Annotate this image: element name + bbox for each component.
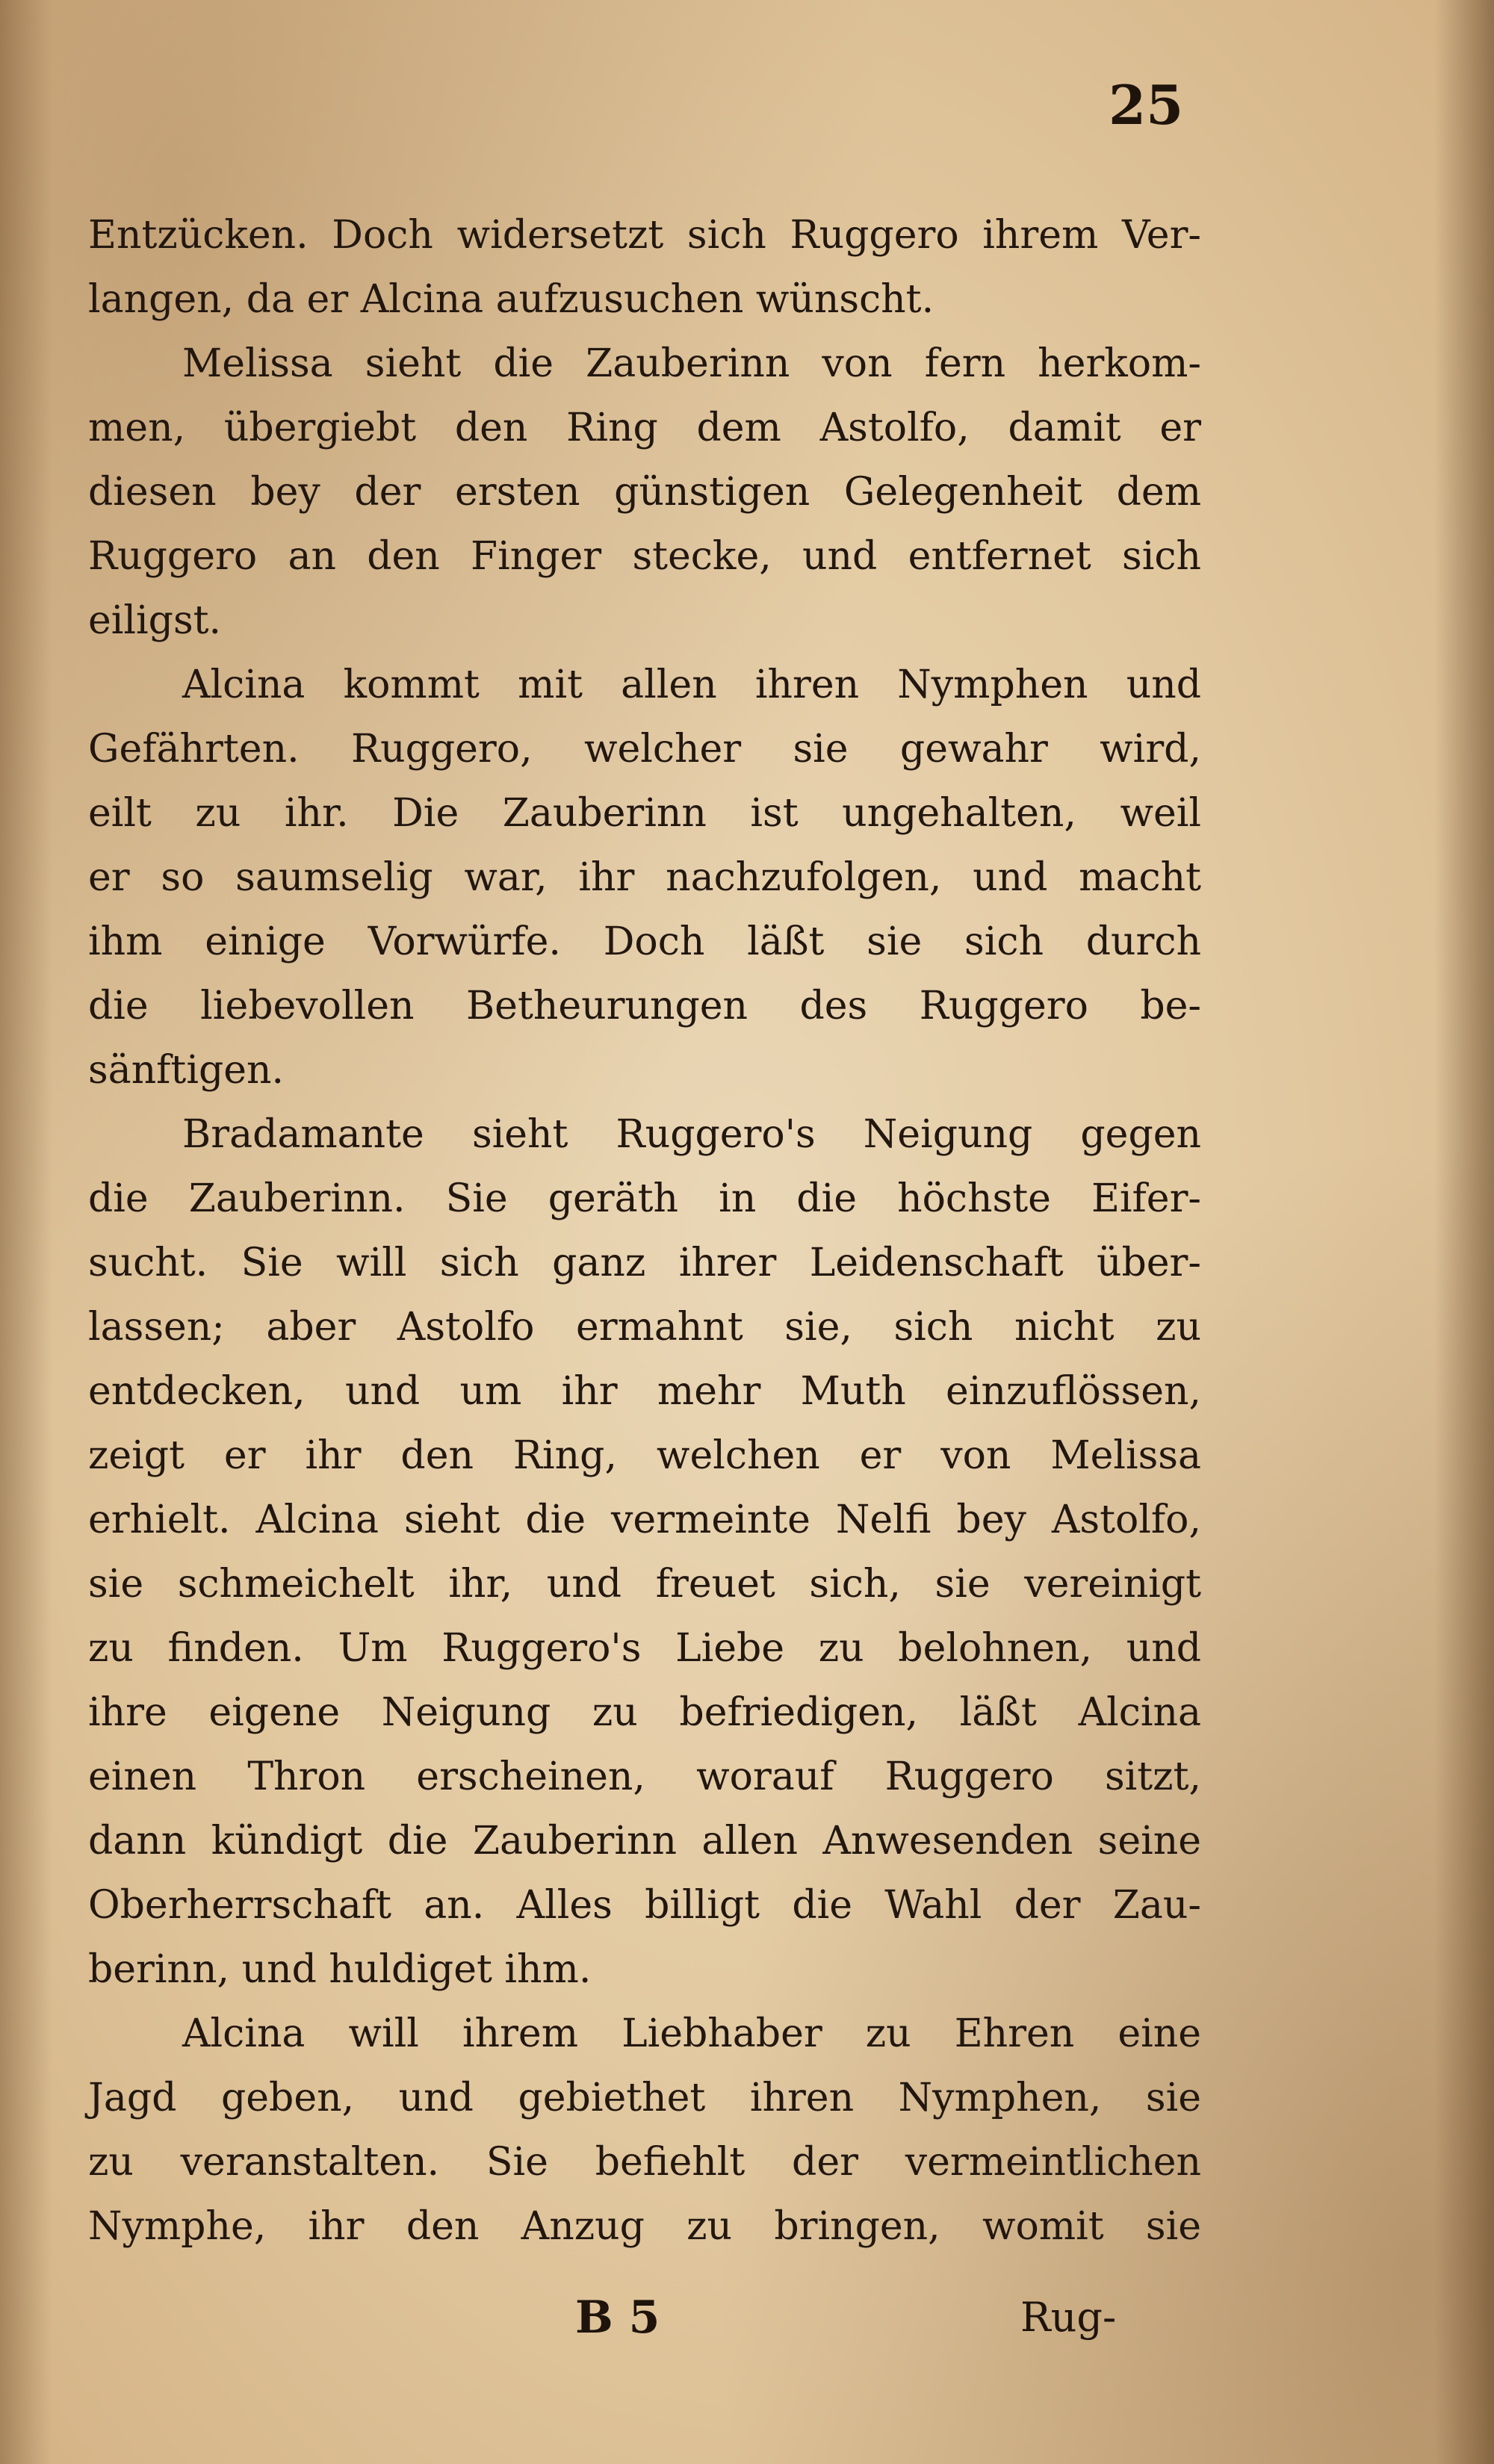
text-line: Nymphe, ihr den Anzug zu bringen, womit sie bbox=[88, 2204, 1201, 2249]
text-line: Entzücken. Doch widersetzt sich Ruggero ihrem Ver- bbox=[88, 213, 1201, 258]
body-text bbox=[88, 203, 1201, 2259]
text-line: einen Thron erscheinen, worauf Ruggero sitzt, bbox=[88, 1754, 1201, 1799]
text-line: lassen; aber Astolfo ermahnt sie, sich nicht zu bbox=[88, 1305, 1201, 1350]
text-line: sie schmeichelt ihr, und freuet sich, sie vereinigt bbox=[88, 1562, 1201, 1607]
text-line: Oberherrschaft an. Alles billigt die Wahl der Zau- bbox=[88, 1883, 1201, 1928]
text-line: er so saumselig war, ihr nachzufolgen, und macht bbox=[88, 855, 1201, 900]
text-line: Jagd geben, und gebiethet ihren Nymphen, sie bbox=[88, 2076, 1201, 2120]
text-line: Bradamante sieht Ruggero's Neigung gegen bbox=[182, 1112, 1201, 1157]
text-line: ihm einige Vorwürfe. Doch läßt sie sich durch bbox=[88, 919, 1201, 964]
text-line: die Zauberinn. Sie geräth in die höchste Eifer- bbox=[88, 1176, 1201, 1221]
text-line: sucht. Sie will sich ganz ihrer Leidenschaft über- bbox=[88, 1241, 1201, 1285]
text-line: die liebevollen Betheurungen des Ruggero be- bbox=[88, 984, 1201, 1028]
text-line: erhielt. Alcina sieht die vermeinte Nelfi bey Astolfo, bbox=[88, 1498, 1201, 1542]
text-line: zeigt er ihr den Ring, welchen er von Melissa bbox=[88, 1433, 1201, 1478]
text-line: sänftigen. bbox=[88, 1048, 285, 1093]
text-line: eilt zu ihr. Die Zauberinn ist ungehalten, weil bbox=[88, 791, 1201, 836]
printer-signature: B 5 bbox=[575, 2291, 660, 2344]
text-line: langen, da er Alcina aufzusuchen wünscht. bbox=[88, 277, 934, 322]
text-line: zu finden. Um Ruggero's Liebe zu belohnen, und bbox=[88, 1626, 1201, 1671]
text-line: men, übergiebt den Ring dem Astolfo, damit er bbox=[88, 406, 1201, 450]
page-number: 25 bbox=[1109, 73, 1184, 137]
text-line: eiligst. bbox=[88, 598, 222, 643]
page-edge-shadow-left bbox=[0, 0, 52, 2464]
text-line: ihre eigene Neigung zu befriedigen, läßt Alcina bbox=[88, 1690, 1201, 1735]
text-line: Ruggero an den Finger stecke, und entfernet sich bbox=[88, 534, 1201, 579]
text-line: Alcina will ihrem Liebhaber zu Ehren eine bbox=[182, 2011, 1201, 2056]
text-line: entdecken, und um ihr mehr Muth einzuflössen, bbox=[88, 1369, 1201, 1414]
text-line: berinn, und huldiget ihm. bbox=[88, 1947, 592, 1992]
text-line: diesen bey der ersten günstigen Gelegenheit dem bbox=[88, 470, 1201, 515]
text-line: dann kündigt die Zauberinn allen Anwesenden seine bbox=[88, 1819, 1201, 1863]
text-line: Melissa sieht die Zauberinn von fern herkom- bbox=[182, 341, 1201, 386]
catchword: Rug- bbox=[1020, 2294, 1117, 2341]
text-line: Alcina kommt mit allen ihren Nymphen und bbox=[182, 662, 1201, 707]
text-line: zu veranstalten. Sie befiehlt der vermeintlichen bbox=[88, 2140, 1201, 2185]
page-edge-shadow-right bbox=[1434, 0, 1494, 2464]
text-line: Gefährten. Ruggero, welcher sie gewahr wird, bbox=[88, 727, 1201, 772]
